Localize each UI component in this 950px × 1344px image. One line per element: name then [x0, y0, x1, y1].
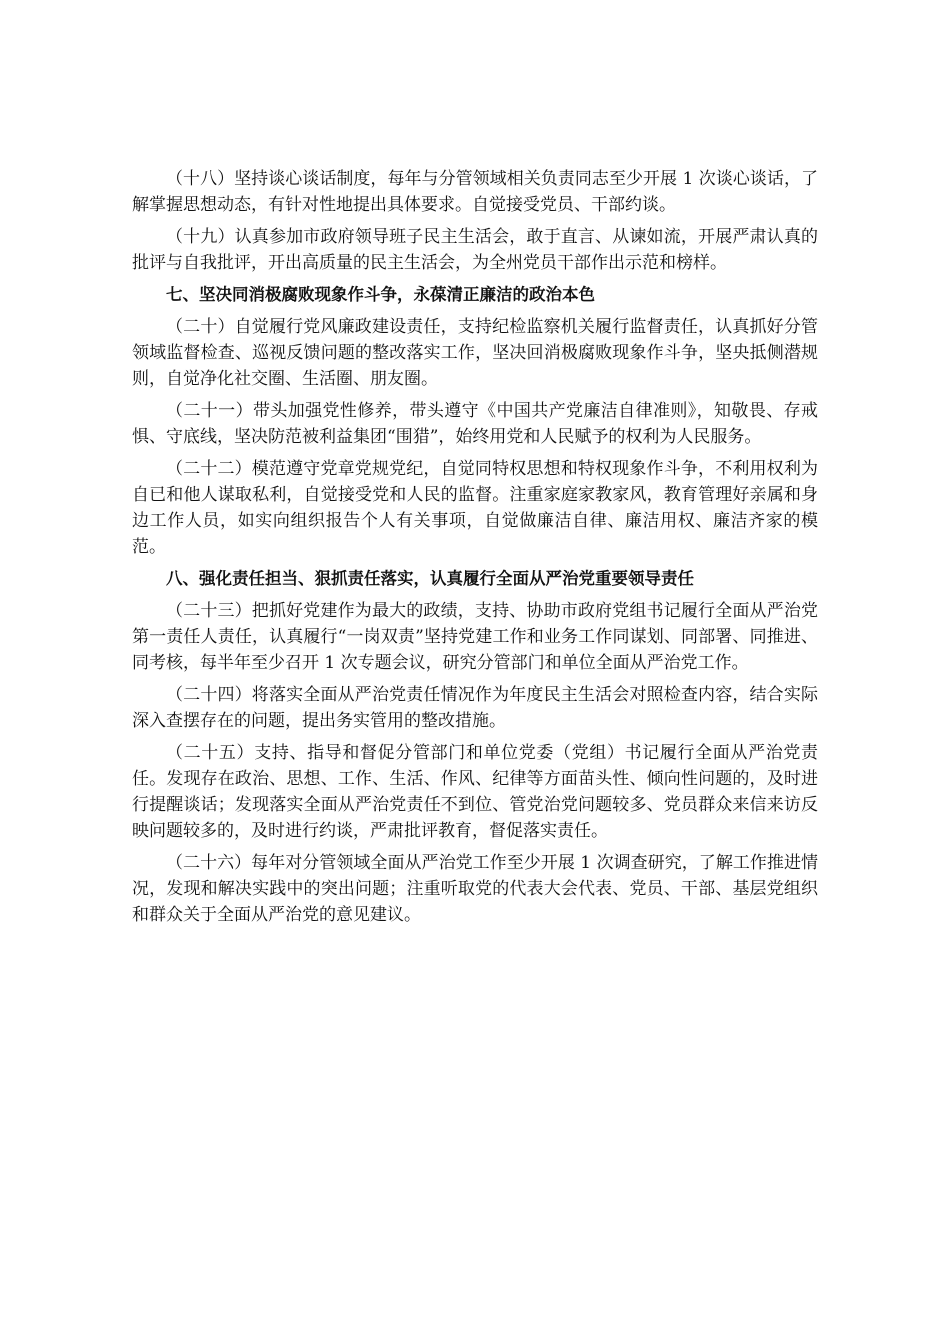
paragraph-21: （二十一）带头加强党性修养，带头遵守《中国共产党廉洁自律准则》，知敬畏、存戒惧、守底线，坚决防范被利益集团“围猎”，始终用党和人民赋予的权利为人民服务。: [132, 401, 818, 447]
paragraph-18: （十八）坚持谈心谈话制度，每年与分管领域相关负责同志至少开展 1 次谈心谈话，了解掌握思想动态，有针对性地提出具体要求。自觉接受党员、干部约谈。: [132, 169, 818, 215]
section-heading-8: 八、强化责任担当、狠抓责任落实，认真履行全面从严治党重要领导责任: [166, 569, 694, 588]
paragraph-26: （二十六）每年对分管领域全面从严治党工作至少开展 1 次调查研究，了解工作推进情况，发现和解决实践中的突出问题；注重听取党的代表大会代表、党员、干部、基层党组织和群众关于全面从严治党的意见建议。: [132, 853, 818, 925]
paragraph-22: （二十二）模范遵守党章党规党纪，自觉同特权思想和特权现象作斗争，不利用权利为自已和他人谋取私利，自觉接受党和人民的监督。注重家庭家教家风，教育管理好亲属和身边工作人员，如实向组织报告个人有关事项，自觉做廉洁自律、廉洁用权、廉洁齐家的模范。: [132, 459, 818, 557]
paragraph-20: （二十）自觉履行党风廉政建设责任，支持纪检监察机关履行监督责任，认真抓好分管领域监督检查、巡视反馈问题的整改落实工作，坚决回消极腐败现象作斗争，坚央抵侧潜规则，自觉净化社交圈、生活圈、朋友圈。: [132, 317, 818, 389]
paragraph-24: （二十四）将落实全面从严治党责任情况作为年度民主生活会对照检查内容，结合实际深入查摆存在的问题，提出务实管用的整改措施。: [132, 685, 818, 731]
section-heading-7: 七、坚决同消极腐败现象作斗争，永葆清正廉洁的政治本色: [166, 285, 595, 304]
paragraph-19: （十九）认真参加市政府领导班子民主生活会，敢于直言、从谏如流，开展严肃认真的批评与自我批评，开出高质量的民主生活会，为全州党员干部作出示范和榜样。: [132, 227, 818, 273]
paragraph-25: （二十五）支持、指导和督促分管部门和单位党委（党组）书记履行全面从严治党责任。发现存在政治、思想、工作、生活、作风、纪律等方面苗头性、倾向性问题的，及时进行提醒谈话；发现落实全面从严治党责任不到位、管党治党问题较多、党员群众来信来访反映问题较多的，及时进行约谈，严肃批评教育，督促落实责任。: [132, 743, 818, 841]
paragraph-23: （二十三）把抓好党建作为最大的政绩，支持、协助市政府党组书记履行全面从严治党第一责任人责任，认真履行“一岗双责”坚持党建工作和业务工作同谋划、同部署、同推进、同考核，每半年至少召开 1 次专题会议，研究分管部门和单位全面从严治党工作。: [132, 601, 818, 673]
document-body: [132, 166, 818, 934]
